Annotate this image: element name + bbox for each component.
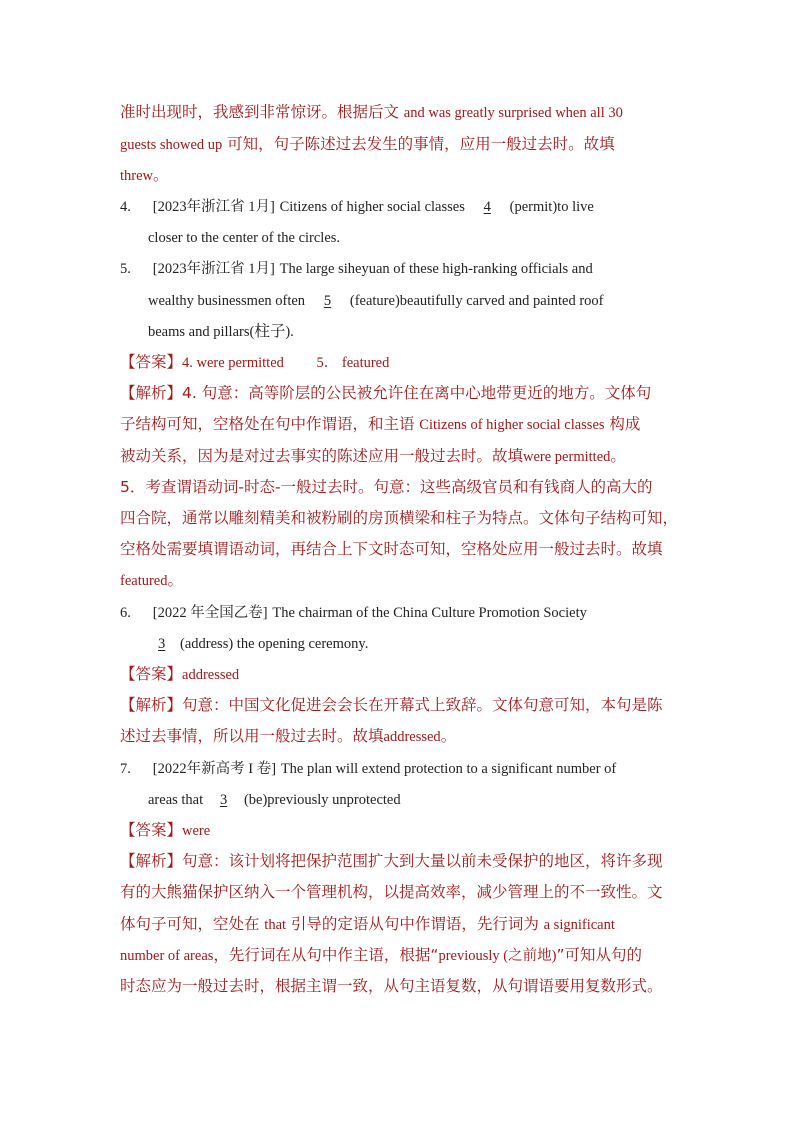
question-4-continued: closer to the center of the circles. bbox=[148, 230, 341, 246]
explanation-line: 准时出现时，我感到非常惊讶。根据后文 and was greatly surprised when all 30 bbox=[120, 103, 623, 121]
question-7-continued: areas that 3 (be)previously unprotected bbox=[148, 792, 401, 808]
question-5-continued: wealthy businessmen often 5 (feature)beautifully carved and painted roof bbox=[148, 293, 604, 309]
question-5: 5. [2023年浙江省 1月] The large siheyuan of these high-ranking officials and bbox=[120, 261, 593, 277]
answer-blank: 4 bbox=[483, 199, 491, 215]
answer-row: 【答案】were bbox=[120, 821, 211, 839]
answer-blank: 5 bbox=[323, 293, 332, 309]
explanation-line: 被动关系，因为是对过去事实的陈述应用一般过去时。故填were permitted。 bbox=[120, 447, 626, 465]
answer-blank: 3 bbox=[219, 792, 228, 808]
explanation-line: 体句子可知，空处在 that 引导的定语从句中作谓语，先行词为 a significant bbox=[120, 915, 615, 933]
explanation-line: 空格处需要填谓语动词，再结合上下文时态可知，空格处应用一般过去时。故填 bbox=[120, 540, 663, 558]
explanation-line: guests showed up 可知，句子陈述过去发生的事情，应用一般过去时。故填 bbox=[120, 135, 615, 153]
explanation-line: 有的大熊猫保护区纳入一个管理机构，以提高效率，减少管理上的不一致性。文 bbox=[120, 883, 663, 901]
question-6-continued: 3 (address) the opening ceremony. bbox=[148, 633, 368, 654]
question-4: 4. [2023年浙江省 1月] Citizens of higher social classes 4 (permit)to live bbox=[120, 199, 594, 215]
explanation-line: 5．考查谓语动词-时态-一般过去时。句意：这些高级官员和有钱商人的高大的 bbox=[120, 478, 653, 496]
question-7: 7. [2022年新高考 I 卷] The plan will extend protection to a significant number of bbox=[120, 761, 617, 777]
explanation-line: threw。 bbox=[120, 166, 169, 184]
explanation-line: 四合院，通常以雕刻精美和被粉刷的房顶横梁和柱子为特点。文体句子结构可知， bbox=[120, 509, 679, 527]
explanation-row: 【解析】句意：该计划将把保护范围扩大到大量以前未受保护的地区，将许多现 bbox=[120, 852, 663, 870]
explanation-line: number of areas，先行词在从句中作主语，根据“previously (之前地)”可知从句的 bbox=[120, 946, 642, 964]
answer-row: 【答案】addressed bbox=[120, 665, 240, 683]
explanation-line: featured。 bbox=[120, 571, 184, 589]
answer-row: 【答案】4. were permitted 5． featured bbox=[120, 353, 390, 371]
explanation-line: 述过去事情，所以用一般过去时。故填addressed。 bbox=[120, 727, 457, 745]
explanation-row: 【解析】句意：中国文化促进会会长在开幕式上致辞。文体句意可知，本句是陈 bbox=[120, 696, 663, 714]
answer-blank: 3 bbox=[158, 636, 166, 652]
question-6: 6. [2022 年全国乙卷] The chairman of the China Culture Promotion Society bbox=[120, 605, 587, 621]
question-5-continued: beams and pillars(柱子). bbox=[148, 322, 294, 340]
explanation-row: 【解析】4. 句意：高等阶层的公民被允许住在离中心地带更近的地方。文体句 bbox=[120, 384, 652, 402]
explanation-line: 子结构可知，空格处在句中作谓语，和主语 Citizens of higher social classes 构成 bbox=[120, 415, 641, 433]
explanation-line: 时态应为一般过去时，根据主谓一致，从句主语复数，从句谓语要用复数形式。 bbox=[120, 977, 663, 995]
